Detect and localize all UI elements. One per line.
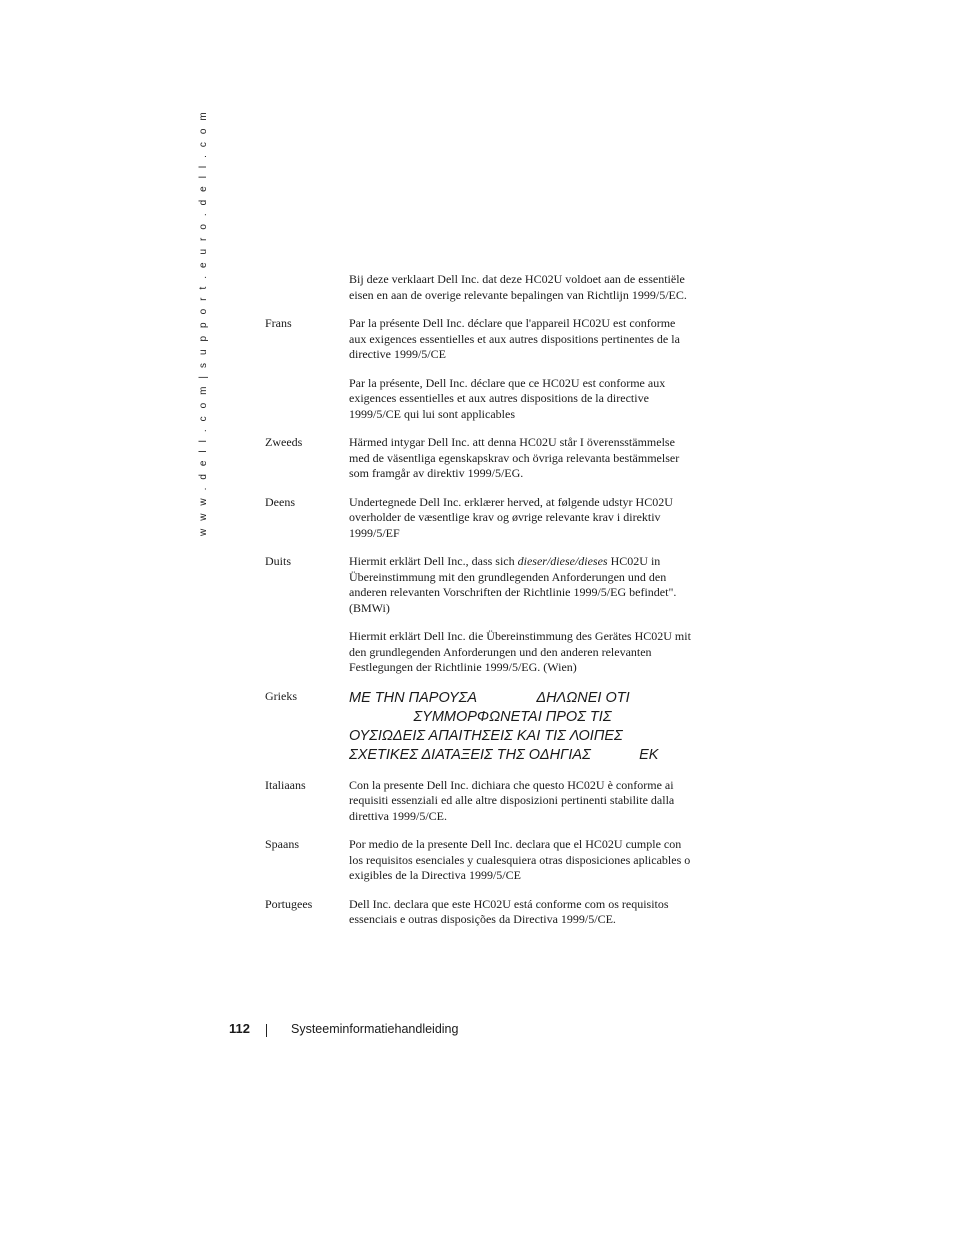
language-label: Deens xyxy=(265,494,295,509)
footer-divider xyxy=(266,1024,267,1037)
language-label: Italiaans xyxy=(265,777,306,792)
declaration-text: Hiermit erklärt Dell Inc. die Übereinstimmung des Gerätes HC02U mit den grundlegenden Anforderungen und den anderen relevanten Festlegungen der Richtlinie 1999/5/EG. (Wien) xyxy=(349,629,691,674)
declaration-text: Par la présente, Dell Inc. déclare que ce HC02U est conforme aux exigences essentielles et aux autres dispositions de la directive 1999/5/CE qui lui sont applicables xyxy=(349,375,666,421)
greek-line: ΟΥΣΙΩΔΕΙΣ ΑΠΑΙΤΗΣΕΙΣ ΚΑΙ ΤΙΣ ΛΟΙΠΕΣ xyxy=(349,727,623,744)
declaration-text: Undertegnede Dell Inc. erklærer herved, at følgende udstyr HC02U overholder de væsentlige krav og øvrige relevante krav i direktiv 1999/5/EF xyxy=(349,494,673,540)
declaration-text: Por medio de la presente Dell Inc. declara que el HC02U cumple con los requisitos esenciales y cualesquiera otras disposiciones aplicables o exigibles de la Directiva 1999/5/CE xyxy=(349,837,691,882)
declaration-text: Hiermit erklärt Dell Inc., dass sich dieser/diese/dieses HC02U in Übereinstimmung mit den grundlegenden Anforderungen und den anderen relevanten Vorschriften der Richtlinie 1999/5/EG befindet". (BMWi) xyxy=(349,554,677,615)
entry-zweeds xyxy=(265,435,695,482)
page-number: 112 xyxy=(229,1021,250,1036)
greek-line: ΣΧΕΤΙΚΕΣ ΔΙΑΤΑΞΕΙΣ ΤΗΣ ΟΔΗΓΙΑΣ ΕΚ xyxy=(349,746,659,763)
entry-spaans xyxy=(265,837,695,884)
declaration-text: Härmed intygar Dell Inc. att denna HC02U står I överensstämmelse med de väsentliga egenskapskrav och övriga relevanta bestämmelser som framgår av direktiv 1999/5/EG. xyxy=(349,435,680,480)
entry-portugees xyxy=(265,897,695,928)
language-label: Spaans xyxy=(265,837,299,851)
entry-italiaans xyxy=(265,778,695,825)
page-footer xyxy=(229,1020,458,1036)
declarations-table xyxy=(265,272,695,941)
entry-dutch xyxy=(265,272,695,303)
declaration-text: Bij deze verklaart Dell Inc. dat deze HC02U voldoet aan de essentiële eisen en aan de overige relevante bepalingen van Richtlijn 1999/5/EC. xyxy=(349,272,687,302)
side-url: w w w . d e l l . c o m | s u p p o r t . e u r o . d e l l . c o m xyxy=(198,109,209,536)
entry-duits xyxy=(265,554,695,676)
entry-frans xyxy=(265,316,695,422)
greek-line: ΜΕ ΤΗΝ ΠΑΡΟΥΣΑ ΔΗΛΩΝΕΙ ΟΤΙ xyxy=(349,689,630,706)
declaration-text: Dell Inc. declara que este HC02U está conforme com os requisitos essenciais e outras disposições da Directiva 1999/5/CE. xyxy=(349,896,669,926)
language-label: Duits xyxy=(265,554,292,568)
declaration-text: Par la présente Dell Inc. déclare que l'appareil HC02U est conforme aux exigences essentielles et aux autres dispositions pertinentes de la directive 1999/5/CE xyxy=(349,316,680,361)
language-label: Portugees xyxy=(265,896,313,911)
language-label: Grieks xyxy=(265,688,297,703)
entry-grieks xyxy=(265,689,695,765)
language-label: Frans xyxy=(265,316,292,330)
footer-title: Systeeminformatiehandleiding xyxy=(291,1022,459,1036)
entry-deens xyxy=(265,495,695,542)
language-label: Zweeds xyxy=(265,435,303,449)
greek-line: ΣΥΜΜΟΡΦΩΝΕΤΑΙ ΠΡΟΣ ΤΙΣ xyxy=(349,708,612,725)
declaration-text: Con la presente Dell Inc. dichiara che questo HC02U è conforme ai requisiti essenziali ed alle altre disposizioni pertinenti stabilite dalla direttiva 1999/5/CE. xyxy=(349,777,675,823)
